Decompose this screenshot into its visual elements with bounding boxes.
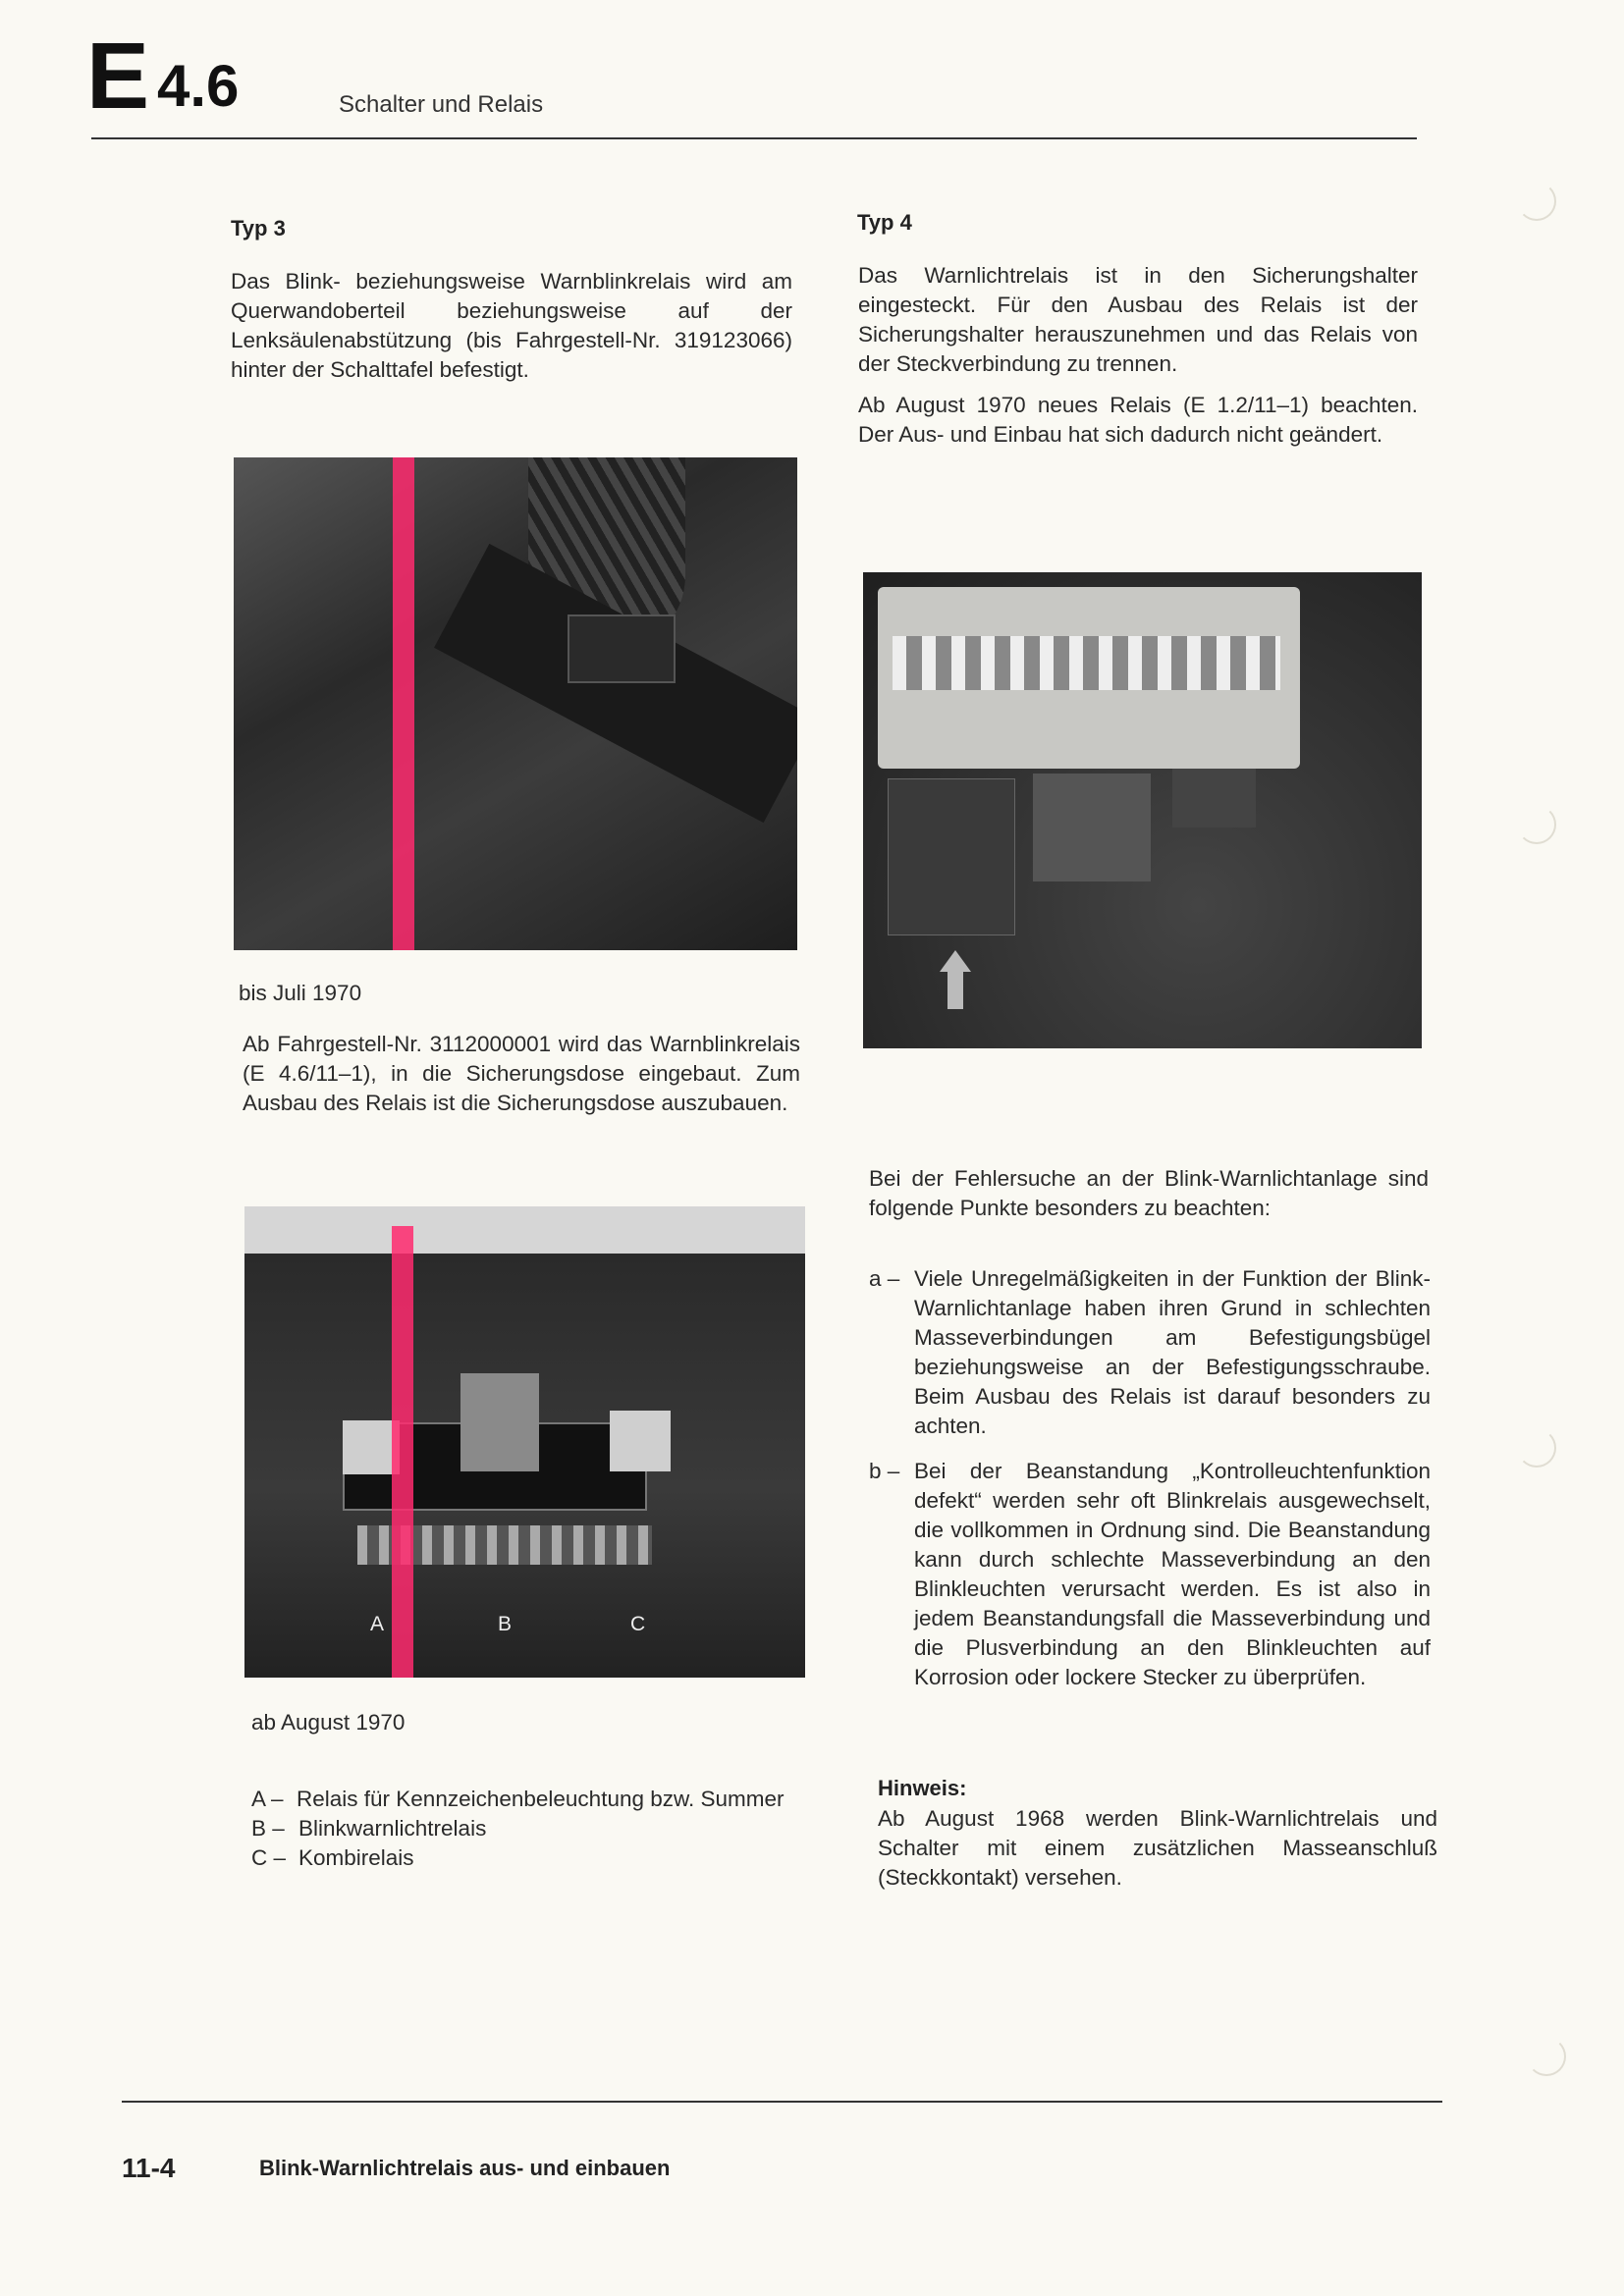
punch-hole-mark bbox=[1517, 805, 1556, 844]
page-title: Schalter und Relais bbox=[339, 91, 544, 118]
footer-title: Blink-Warnlichtrelais aus- und einbauen bbox=[259, 2156, 671, 2180]
photo-label-a: A bbox=[370, 1613, 385, 1635]
typ4-para1: Das Warnlichtrelais ist in den Sicherungshalter eingesteckt. Für den Ausbau des Relais ist der Sicherungshalter herauszunehmen und das Relais von der Steckverbindung zu trennen. bbox=[858, 263, 1418, 376]
typ3-intro: Das Blink- beziehungsweise Warnblinkrelais wird am Querwandoberteil beziehungsweise auf der Lenksäulenabstützung (bis Fahrgestell-Nr. 319123066) hinter der Schalttafel befestigt. bbox=[231, 269, 792, 382]
typ4-para2: Ab August 1970 neues Relais (E 1.2/11–1) beachten. Der Aus- und Einbau hat sich dadurch nicht geändert. bbox=[858, 393, 1418, 447]
photo-relays-fusebox bbox=[244, 1206, 805, 1678]
section-number: 4.6 bbox=[157, 53, 240, 119]
photo-relay-typ3 bbox=[234, 457, 797, 950]
note-text: Ab August 1968 werden Blink-Warnlichtrelais und Schalter mit einem zusätzlichen Masseanschluß (Steckkontakt) versehen. bbox=[878, 1806, 1437, 1890]
heading-typ4: Typ 4 bbox=[857, 210, 912, 235]
section-letter: E bbox=[86, 24, 148, 129]
list-item-a: a – Viele Unregelmäßigkeiten in der Funktion der Blink-Warnlichtanlage haben ihren Grund in schlechten Masseverbindungen am Befestigungsbügel beziehungsweise an der Befestigungsschraube. Beim Ausbau des Relais ist darauf besonders zu achten. bbox=[869, 1266, 1431, 1438]
list-item-b: b – Bei der Beanstandung „Kontrolleuchtenfunktion defekt“ werden sehr oft Blinkrelais ausgewechselt, die vollkommen in Ordnung sind. Die Beanstandung kann durch schlechte Masseverbindung an den Blinkleuchten verursacht werden. Es ist also in jedem Beanstandungsfall die Masseverbindung und die Plusverbindung an den Blinkleuchten auf Korrosion oder lockere Stecker zu überprüfen. bbox=[869, 1459, 1431, 1689]
legend-item-c: C – Kombirelais bbox=[251, 1845, 414, 1870]
punch-hole-mark bbox=[1517, 1428, 1556, 1468]
photo-label-c: C bbox=[630, 1613, 646, 1635]
heading-typ3: Typ 3 bbox=[231, 216, 286, 240]
legend-item-b: B – Blinkwarnlichtrelais bbox=[251, 1816, 487, 1841]
typ3-para2: Ab Fahrgestell-Nr. 3112000001 wird das Warnblinkrelais (E 4.6/11–1), in die Sicherungsdose eingebaut. Zum Ausbau des Relais ist die Sicherungsdose auszubauen. bbox=[243, 1032, 800, 1115]
punch-hole-mark bbox=[1527, 2037, 1566, 2076]
note-heading: Hinweis: bbox=[878, 1776, 967, 1800]
troubleshooting-intro: Bei der Fehlersuche an der Blink-Warnlichtanlage sind folgende Punkte besonders zu beachten: bbox=[869, 1166, 1429, 1220]
photo-label-b: B bbox=[498, 1613, 513, 1635]
caption-from-august-1970: ab August 1970 bbox=[251, 1710, 406, 1735]
punch-hole-mark bbox=[1517, 182, 1556, 221]
photo-fuse-holder bbox=[863, 572, 1422, 1048]
troubleshooting-list bbox=[869, 1264, 1431, 1692]
legend-item-a: A – Relais für Kennzeichenbeleuchtung bzw. Summer bbox=[251, 1787, 785, 1811]
header-rule bbox=[91, 137, 1417, 139]
caption-until-july-1970: bis Juli 1970 bbox=[239, 981, 362, 1005]
page-number: 11-4 bbox=[122, 2153, 176, 2183]
legend-list bbox=[251, 1785, 811, 1873]
footer-rule bbox=[122, 2101, 1442, 2103]
